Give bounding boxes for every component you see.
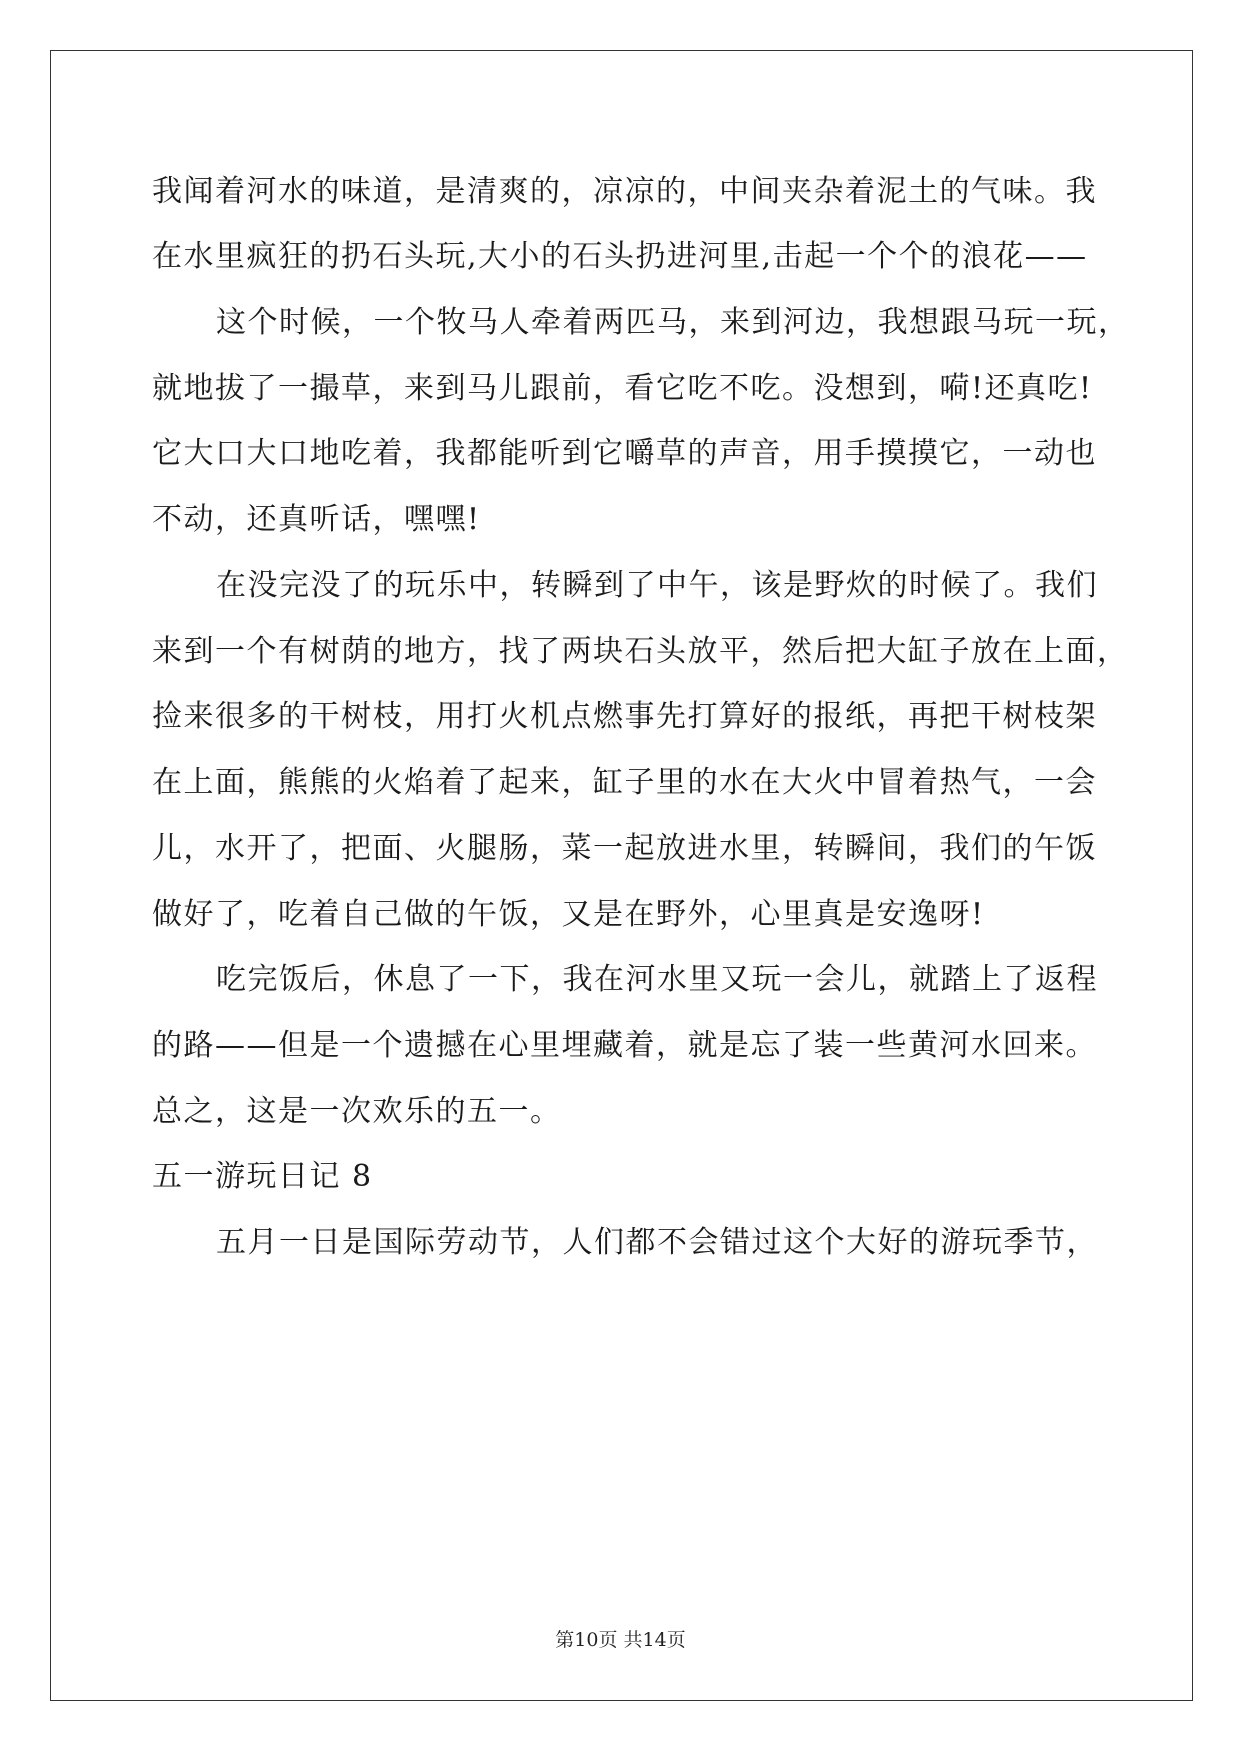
section-heading: 五一游玩日记 8 bbox=[152, 1159, 373, 1194]
text-line: 捡来很多的干树枝，用打火机点燃事先打算好的报纸，再把干树枝架 bbox=[152, 699, 1097, 734]
page-footer: 第10页 共14页 bbox=[555, 1629, 686, 1651]
text-line: 的路——但是一个遗撼在心里埋藏着，就是忘了装一些黄河水回来。 bbox=[152, 1028, 1097, 1063]
text-line: 在没完没了的玩乐中，转瞬到了中午，该是野炊的时候了。我们 bbox=[216, 568, 1098, 603]
text-line: 儿，水开了，把面、火腿肠，菜一起放进水里，转瞬间，我们的午饭 bbox=[152, 831, 1097, 866]
text-line: 吃完饭后，休息了一下，我在河水里又玩一会儿，就踏上了返程 bbox=[216, 962, 1098, 997]
text-line: 它大口大口地吃着，我都能听到它嚼草的声音，用手摸摸它，一动也 bbox=[152, 436, 1097, 471]
text-line: 做好了，吃着自己做的午饭，又是在野外，心里真是安逸呀! bbox=[152, 897, 985, 932]
text-line: 我闻着河水的味道，是清爽的，凉凉的，中间夹杂着泥土的气味。我 bbox=[152, 174, 1097, 209]
text-line: 不动，还真听话，嘿嘿! bbox=[152, 502, 481, 537]
text-line: 来到一个有树荫的地方，找了两块石头放平，然后把大缸子放在上面， bbox=[152, 634, 1129, 669]
text-line: 这个时候，一个牧马人牵着两匹马，来到河边，我想跟马玩一玩， bbox=[216, 305, 1130, 340]
text-line: 在上面，熊熊的火焰着了起来，缸子里的水在大火中冒着热气，一会 bbox=[152, 765, 1097, 800]
text-line: 就地拔了一撮草，来到马儿跟前，看它吃不吃。没想到，嗬!还真吃! bbox=[152, 371, 1093, 406]
text-line: 总之，这是一次欢乐的五一。 bbox=[152, 1094, 562, 1129]
text-line: 在水里疯狂的扔石头玩,大小的石头扔进河里,击起一个个的浪花—— bbox=[152, 239, 1088, 274]
text-line: 五月一日是国际劳动节，人们都不会错过这个大好的游玩季节， bbox=[216, 1225, 1098, 1260]
page-border bbox=[50, 50, 1193, 1701]
